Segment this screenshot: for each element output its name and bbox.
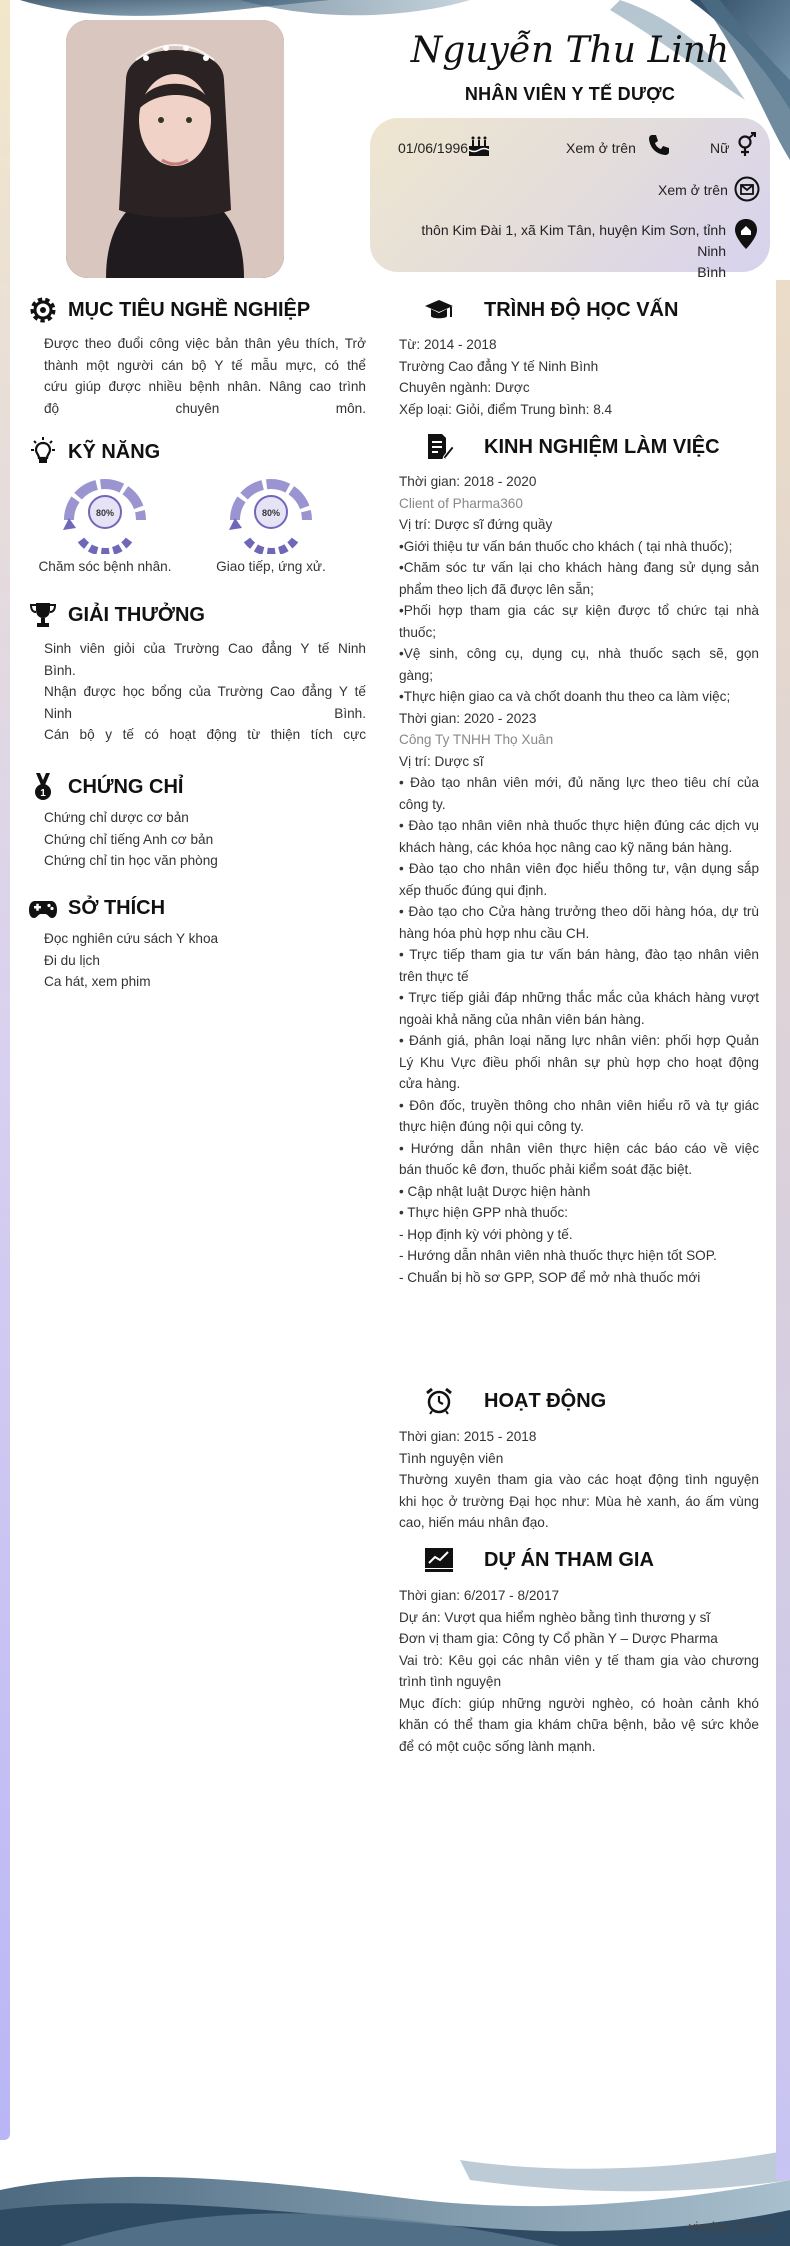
trophy-icon (28, 600, 58, 630)
awards-heading (28, 600, 205, 630)
experience-line: gàng; (399, 667, 434, 683)
skill-gauge-icon (225, 470, 317, 554)
address-line: Bình (697, 264, 726, 280)
objective-line: độ chuyên môn. (44, 400, 366, 416)
experience-line: công ty. (399, 796, 446, 812)
experience-line: phẩm theo lịch đã được lên sẵn; (399, 581, 594, 597)
skill-gauge-icon (59, 470, 151, 554)
project-line: trình tình nguyện (399, 1674, 502, 1689)
experience-line: • Trực tiếp tham gia tư vấn bán hàng, đào tạo nhân viên (399, 947, 759, 962)
hobbies-title: SỞ THÍCH (68, 896, 166, 919)
skill-level: 80% (261, 508, 281, 518)
project-line: Vai trò: Kêu gọi các nhân viên y tế tham gia vào chương (399, 1652, 759, 1668)
job-title: NHÂN VIÊN Y TẾ DƯỢC (464, 84, 676, 104)
award-line: Cán bộ y tế có hoạt động từ thiện tích cực (44, 727, 366, 742)
phone-text: Xem ở trên (566, 140, 636, 156)
graduation-cap-icon (424, 295, 454, 325)
award-line: Sinh viên giỏi của Trường Cao đẳng Y tế Ninh (44, 641, 366, 656)
experience-line: •Chăm sóc tư vấn lại cho khách hàng đang sử dụng sản (399, 560, 759, 575)
experience-line: - Họp định kỳ với phòng y tế. (399, 1226, 573, 1242)
objective-line: Được theo đuổi công việc bản thân yêu thích, Trở (44, 336, 366, 351)
skill-level: 80% (95, 508, 115, 518)
skills-heading (28, 437, 160, 467)
gender-icon (734, 132, 760, 158)
activity-line: Thường xuyên tham gia vào các hoạt động tình nguyện (399, 1472, 759, 1487)
experience-line: • Đào tạo cho nhân viên đọc hiểu thông tư, vận dụng sắp (399, 861, 759, 876)
address-text (390, 220, 726, 283)
svg-text:1: 1 (40, 788, 46, 799)
experience-line: trên thực tế (399, 968, 469, 984)
experience-line: Công Ty TNHH Thọ Xuân (399, 732, 554, 747)
project-line: Đơn vị tham gia: Công ty Cổ phần Y – Dược Pharma (399, 1631, 718, 1646)
hobbies-heading (28, 893, 165, 923)
experience-line: • Thực hiện GPP nhà thuốc: (399, 1205, 569, 1220)
experience-line: • Đánh giá, phân loại năng lực nhân viên: phối hợp Quản (399, 1033, 759, 1048)
experience-line: •Vệ sinh, công cụ, dụng cụ, nhà thuốc sạch sẽ, gọn (399, 646, 759, 661)
skill-label: Giao tiếp, ứng xử. (216, 559, 326, 574)
experience-line: thực hiện đúng nội qui công ty. (399, 1119, 584, 1134)
hobby-line: Đọc nghiên cứu sách Y khoa (44, 931, 219, 946)
experience-text (399, 471, 759, 1288)
full-name: Nguyễn Thu Linh (410, 30, 730, 71)
experience-line: - Hướng dẫn nhân viên nhà thuốc thực hiện tốt SOP. (399, 1248, 717, 1263)
experience-line: Client of Pharma360 (399, 495, 523, 511)
experience-heading (424, 432, 720, 462)
award-line: Bình. (44, 662, 76, 678)
projects-text (399, 1585, 759, 1757)
projects-heading (424, 1545, 654, 1575)
projects-title: DỰ ÁN THAM GIA (484, 1548, 654, 1571)
awards-text (44, 638, 366, 746)
phone-icon (646, 132, 672, 158)
project-line: Mục đích: giúp những người nghèo, có hoàn cảnh khó (399, 1695, 759, 1711)
experience-line: - Chuẩn bị hồ sơ GPP, SOP để mở nhà thuốc mới (399, 1269, 701, 1285)
project-line: để có một cuộc sống lành mạnh. (399, 1738, 596, 1754)
birthday-text: 01/06/1996 (398, 140, 469, 156)
experience-line: Vị trí: Dược sĩ đứng quầy (399, 517, 553, 532)
certificate-line: Chứng chỉ dược cơ bản (44, 810, 189, 825)
objective-line: thành một người cán bộ Y tế mẫu mực, có thể (44, 357, 366, 373)
certificates-title: CHỨNG CHỈ (68, 775, 184, 798)
experience-line: •Thực hiện giao ca và chốt doanh thu theo ca làm việc; (399, 689, 731, 704)
hobby-line: Ca hát, xem phim (44, 974, 151, 989)
contact-card (370, 118, 770, 280)
experience-line: • Đào tạo nhân viên mới, đủ năng lực theo tiêu chí của (399, 775, 759, 790)
activities-title: HOẠT ĐỘNG (484, 1389, 607, 1412)
award-line: Nhận được học bổng của Trường Cao đẳng Y tế (44, 684, 366, 699)
activity-line: cao, hiến máu nhân đạo. (399, 1515, 549, 1530)
education-line: Từ: 2014 - 2018 (399, 337, 497, 352)
email-text: Xem ở trên (658, 182, 728, 198)
project-line: khăn có thể tham gia khám chữa bệnh, bảo vệ sức khỏe (399, 1717, 759, 1732)
chart-presentation-icon (424, 1545, 454, 1575)
certificates-heading (28, 772, 183, 802)
birthday-cake-icon (466, 133, 492, 159)
right-gradient-strip (776, 280, 790, 2180)
portrait-illustration (66, 20, 284, 278)
experience-line: thuốc; (399, 624, 437, 640)
email-icon (734, 176, 760, 202)
experience-title: KINH NGHIỆM LÀM VIỆC (484, 435, 720, 458)
experience-line: • Trực tiếp giải đáp những thắc mắc của khách hàng vượt (399, 990, 759, 1005)
certificates-text (44, 807, 366, 872)
education-line: Trường Cao đẳng Y tế Ninh Bình (399, 358, 599, 374)
experience-line: • Đào tạo cho Cửa hàng trưởng theo dõi hàng hóa, dự trù (399, 904, 759, 919)
experience-line: Vị trí: Dược sĩ (399, 753, 484, 769)
experience-line: ngoài khả năng của nhân viên bán hàng. (399, 1011, 645, 1027)
education-line: Chuyên ngành: Dược (399, 380, 530, 395)
experience-line: • Đào tạo nhân viên nhà thuốc thực hiện đúng các dịch vụ (399, 818, 759, 833)
experience-line: Thời gian: 2020 - 2023 (399, 710, 537, 726)
experience-line: bán thuốc kê đơn, thuốc phải kiểm soát đặc biệt. (399, 1162, 693, 1177)
experience-line: • Hướng dẫn nhân viên thực hiện các báo cáo về việc (399, 1140, 759, 1156)
experience-line: hàng hóa phù hợp nhu cầu CH. (399, 925, 590, 941)
objective-title: MỤC TIÊU NGHỀ NGHIỆP (68, 298, 311, 321)
award-line: Ninh Bình. (44, 705, 366, 721)
experience-line: •Giới thiệu tư vấn bán thuốc cho khách ( tại nhà thuốc); (399, 538, 733, 554)
objective-heading (28, 295, 310, 325)
watermark: vieclam123.vn (688, 2219, 772, 2234)
education-text (399, 334, 759, 420)
certificate-line: Chứng chỉ tiếng Anh cơ bản (44, 831, 214, 847)
experience-line: Thời gian: 2018 - 2020 (399, 474, 537, 489)
activities-heading (424, 1386, 606, 1416)
experience-line: Lý Khu Vực điều phối nhân sự phù hợp cho hoạt động (399, 1054, 759, 1070)
gear-icon (28, 295, 58, 325)
medal-icon (28, 772, 58, 802)
hobby-line: Đi du lịch (44, 952, 100, 968)
avatar-photo (66, 20, 284, 278)
experience-line: • Đôn đốc, truyền thông cho nhân viên hiểu rõ và tự giác (399, 1097, 759, 1113)
project-line: Thời gian: 6/2017 - 8/2017 (399, 1588, 560, 1603)
objective-text (44, 333, 366, 419)
activity-line: Tình nguyện viên (399, 1450, 504, 1466)
skill-item (30, 470, 180, 574)
activity-line: Thời gian: 2015 - 2018 (399, 1429, 537, 1444)
activity-line: khi học ở trường Đại học như: Mùa hè xanh, áo ấm vùng (399, 1493, 759, 1509)
left-gradient-strip (0, 0, 10, 2140)
skill-label: Chăm sóc bệnh nhân. (38, 559, 172, 574)
address-line: thôn Kim Đài 1, xã Kim Tân, huyện Kim Sơn, tỉnh Ninh (421, 222, 726, 259)
experience-line: cửa hàng. (399, 1076, 461, 1091)
activities-text (399, 1426, 759, 1534)
lightbulb-icon (28, 437, 58, 467)
education-heading (424, 295, 678, 325)
gender-text: Nữ (710, 140, 730, 156)
experience-line: • Cập nhật luật Dược hiện hành (399, 1183, 591, 1199)
skills-title: KỸ NĂNG (68, 440, 161, 463)
objective-line: cứu giúp được nhiều bệnh nhân. Nâng cao trình (44, 379, 366, 394)
location-pin-icon (734, 218, 758, 250)
alarm-clock-icon (424, 1386, 454, 1416)
experience-line: xếp thuốc đúng qui định. (399, 882, 548, 898)
education-title: TRÌNH ĐỘ HỌC VẤN (484, 298, 679, 321)
skill-item (196, 470, 346, 574)
awards-title: GIẢI THƯỞNG (68, 603, 205, 626)
experience-line: khách hàng, các khóa học nâng cao kỹ năng bán hàng. (399, 839, 733, 855)
document-edit-icon (424, 432, 454, 462)
project-line: Dự án: Vượt qua hiểm nghèo bằng tình thương y sĩ (399, 1609, 711, 1625)
hobbies-text (44, 928, 366, 993)
education-line: Xếp loại: Giỏi, điểm Trung bình: 8.4 (399, 401, 613, 417)
certificate-line: Chứng chỉ tin học văn phòng (44, 853, 218, 868)
experience-line: •Phối hợp tham gia các sự kiện được tổ chức tại nhà (399, 603, 759, 618)
gamepad-icon (28, 893, 58, 923)
